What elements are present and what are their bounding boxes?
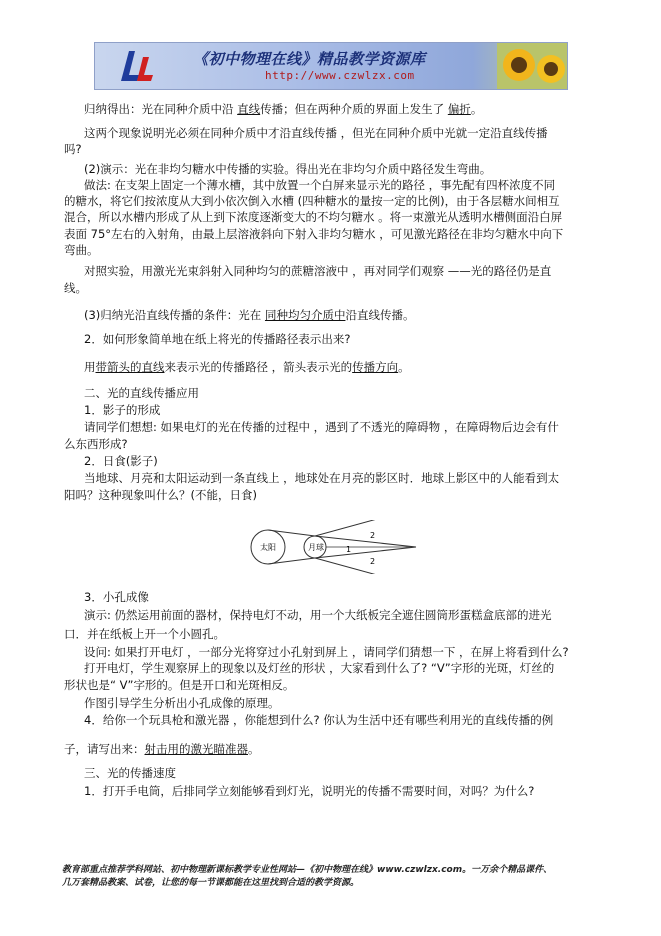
text-line: 作图引导学生分析出小孔成像的原理。: [84, 696, 280, 710]
text-line: 做法: 在支架上固定一个薄水槽，其中放置一个白屏来显示光的路径 ，事先配有四杯浓度不同: [84, 178, 556, 192]
label-penumbra-top: 2: [370, 531, 376, 540]
text-line: 吗?: [64, 142, 82, 156]
text-line: 弯曲。: [64, 243, 99, 257]
text-line: 2．如何形象简单地在纸上将光的传播路径表示出来?: [84, 332, 351, 346]
blank-answer: 直线: [237, 102, 261, 116]
page-footer: [62, 864, 622, 890]
header-banner: [94, 42, 568, 90]
footer-line: 几万套精品教案、试卷，让您的每一节课都能在这里找到合适的教学资源。: [62, 878, 360, 888]
text-line: 表面 75°左右的入射角，由最上层溶液斜向下射入非均匀糖水 ，可见激光路径在非均匀糖水中向下: [64, 227, 564, 241]
label-sun: 太阳: [260, 543, 276, 552]
text-line: (3)归纳光沿直线传播的条件：光在 同种均匀介质中沿直线传播。: [84, 308, 415, 322]
text-line: 用带箭头的直线来表示光的传播路径 ，箭头表示光的传播方向。: [84, 360, 410, 374]
text-line: 设问: 如果打开电灯 ，一部分光将穿过小孔射到屏上 ，请同学们猜想一下 ，在屏上将看到什么?: [84, 645, 569, 659]
blank-answer: 射击用的激光瞄准器: [144, 742, 248, 756]
blank-answer: 带箭头的直线: [95, 360, 165, 374]
label-moon: 月球: [308, 543, 324, 552]
blank-answer: 偏折: [447, 102, 471, 116]
banner-url[interactable]: http://www.czwlzx.com: [265, 69, 415, 82]
text-line: 归纳得出：光在同种介质中沿 直线传播；但在两种介质的界面上发生了 偏折。: [84, 102, 483, 116]
subsection-heading: 1．影子的形成: [84, 403, 161, 417]
subsection-heading: 3．小孔成像: [84, 590, 149, 604]
text-line: 演示: 仍然运用前面的器材，保持电灯不动，用一个大纸板完全遮住圆筒形蛋糕盒底部的进光: [84, 608, 552, 622]
text-line: 当地球、月亮和太阳运动到一条直线上 ，地球处在月亮的影区时．地球上影区中的人能看到太: [84, 471, 560, 485]
text-line: 请同学们想想: 如果电灯的光在传播的过程中 ，遇到了不透光的障碍物 ，在障碍物后边会有什: [84, 420, 559, 434]
text-line: 的糖水，将它们按浓度从大到小依次倒入水槽 (四种糖水的量按一定的比例)，由于各层糖水间相互: [64, 194, 560, 208]
text-line: 4．给你一个玩具枪和激光器 ，你能想到什么? 你认为生活中还有哪些利用光的直线传播的例: [84, 713, 554, 727]
blank-answer: 同种均匀介质中: [264, 308, 346, 322]
text-line: 对照实验，用激光光束斜射入同种均匀的蔗糖溶液中 ，再对同学们观察 ——光的路径仍是直: [84, 264, 552, 278]
text-line: 线。: [64, 281, 87, 295]
text-line: 打开电灯，学生观察屏上的现象以及灯丝的形状 ，大家看到什么了? “V”字形的光斑，灯丝的: [84, 661, 555, 675]
text-line: 1．打开手电筒，后排同学立刻能够看到灯光，说明光的传播不需要时间，对吗？为什么?: [84, 784, 535, 798]
text-line: 阳吗？这种现象叫什么？(不能，日食): [64, 488, 257, 502]
label-umbra: 1: [346, 545, 352, 554]
subsection-heading: 2．日食(影子): [84, 454, 158, 468]
text-line: 口．并在纸板上开一个小圆孔。: [64, 627, 225, 641]
solar-eclipse-diagram: [248, 520, 448, 574]
text-line: 形状也是“ V”字形的。但是开口和光斑相反。: [64, 678, 295, 692]
text-line: 这两个现象说明光必须在同种介质中才沿直线传播 ，但光在同种介质中光就一定沿直线传播: [84, 126, 548, 140]
section-heading: 二、光的直线传播应用: [84, 386, 199, 400]
banner-title: 《初中物理在线》精品教学资源库: [193, 50, 426, 68]
logo-icon: [117, 45, 157, 87]
sunflower-icon: [497, 43, 567, 89]
text-line: (2)演示：光在非均匀糖水中传播的实验。得出光在非均匀介质中路径发生弯曲。: [84, 162, 492, 176]
text-line: 么东西形成?: [64, 437, 128, 451]
label-penumbra-bottom: 2: [370, 557, 376, 566]
text-line: 混合，所以水槽内形成了从上到下浓度逐渐变大的不均匀糖水 。将一束激光从透明水槽侧面沿白屏: [64, 210, 563, 224]
section-heading: 三、光的传播速度: [84, 766, 176, 780]
text-line: 子，请写出来：射击用的激光瞄准器。: [64, 742, 260, 756]
blank-answer: 传播方向: [352, 360, 399, 374]
footer-line: 教育部重点推荐学科网站、初中物理新课标教学专业性网站—《初中物理在线》www.czwlzx.com。一万余个精品课件、: [62, 865, 553, 875]
